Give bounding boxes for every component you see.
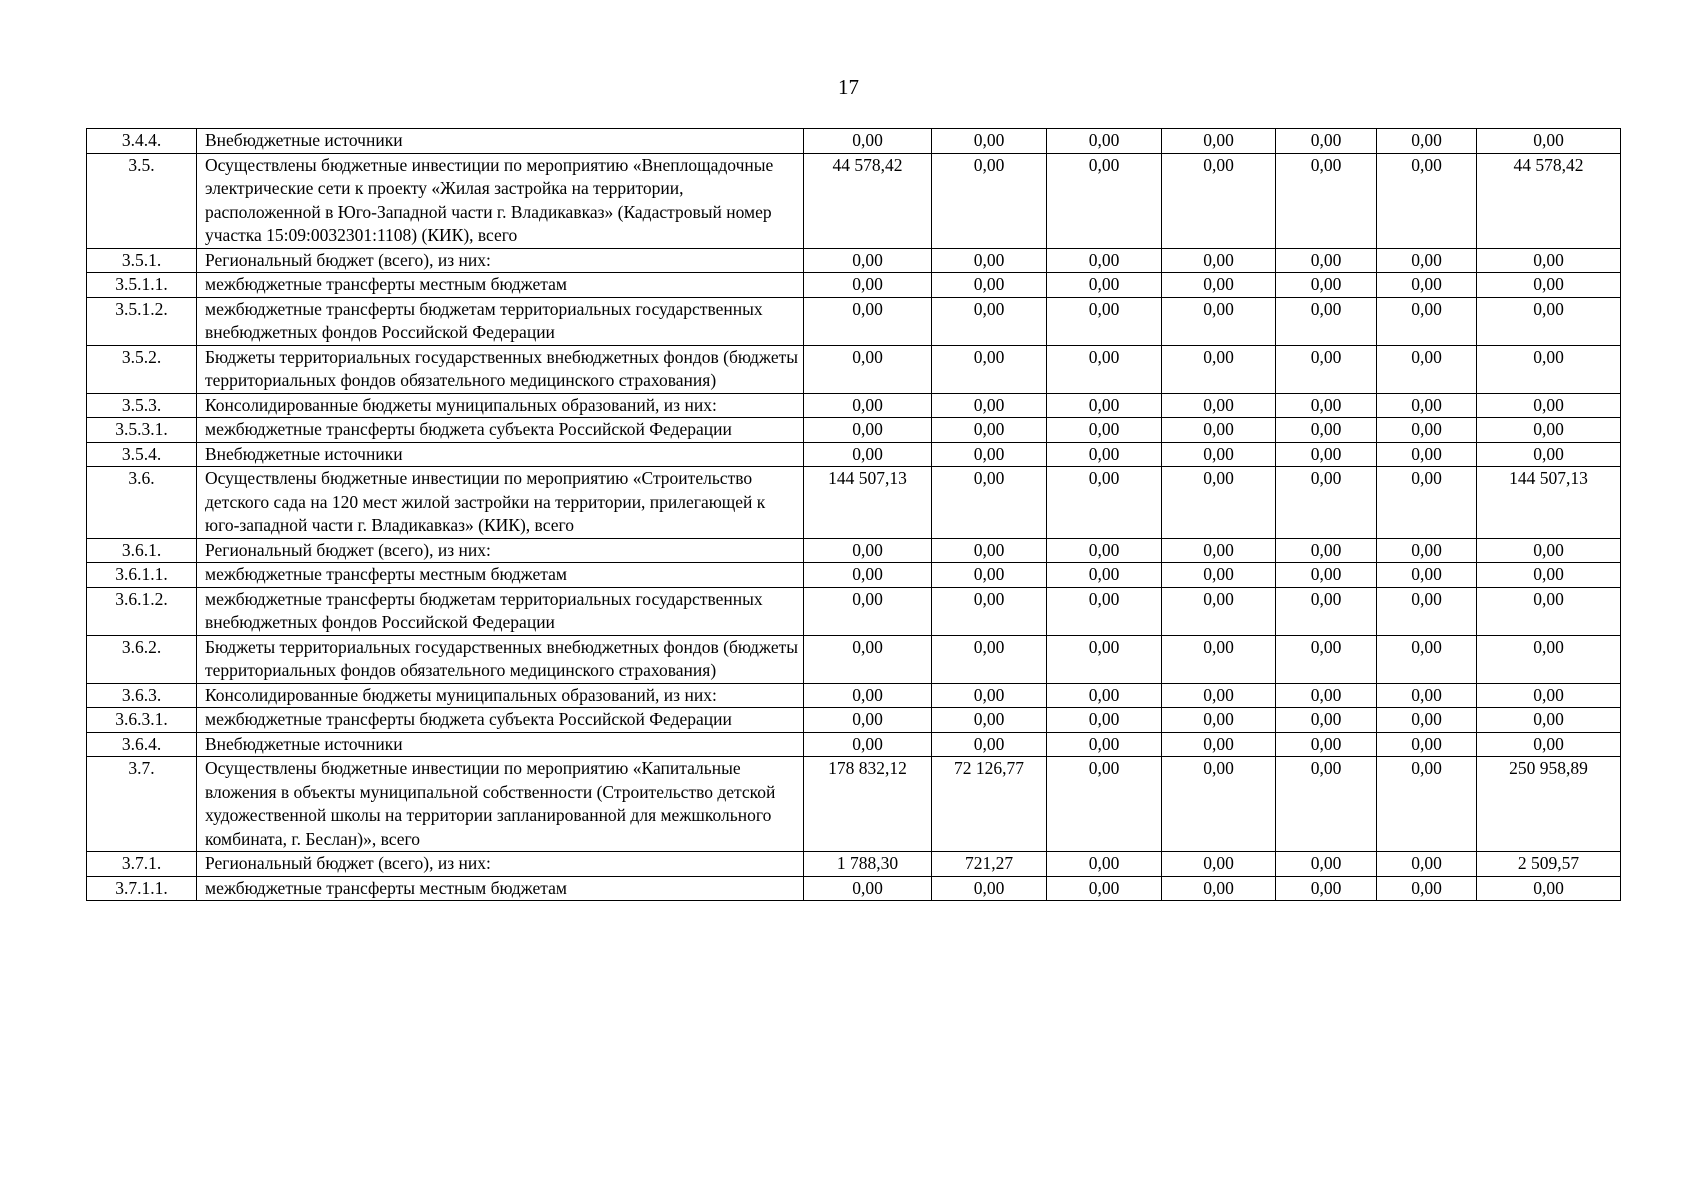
table-row — [87, 153, 1621, 248]
row-value-cell: 0,00 — [1276, 876, 1377, 901]
row-value-cell: 0,00 — [1047, 418, 1162, 443]
row-value-cell: 0,00 — [932, 732, 1047, 757]
table-row — [87, 129, 1621, 154]
row-value-cell: 0,00 — [1047, 876, 1162, 901]
row-value-cell: 0,00 — [1377, 442, 1477, 467]
row-value-cell: 0,00 — [1162, 538, 1276, 563]
row-value-cell: 0,00 — [1276, 129, 1377, 154]
row-value-cell: 0,00 — [932, 538, 1047, 563]
table-row — [87, 538, 1621, 563]
row-value-cell: 0,00 — [932, 683, 1047, 708]
row-value-cell: 72 126,77 — [932, 757, 1047, 852]
row-value-cell: 0,00 — [1162, 442, 1276, 467]
row-value-cell: 250 958,89 — [1477, 757, 1621, 852]
row-code-cell: 3.6.4. — [87, 732, 197, 757]
row-value-cell: 0,00 — [1477, 732, 1621, 757]
table-row — [87, 297, 1621, 345]
row-value-cell: 0,00 — [1477, 708, 1621, 733]
row-value-cell: 0,00 — [1162, 876, 1276, 901]
row-value-cell: 0,00 — [1377, 418, 1477, 443]
row-value-cell: 0,00 — [1377, 635, 1477, 683]
row-value-cell: 0,00 — [932, 345, 1047, 393]
table-row — [87, 345, 1621, 393]
row-value-cell: 0,00 — [804, 635, 932, 683]
row-code-cell: 3.6.1.2. — [87, 587, 197, 635]
row-value-cell: 0,00 — [1276, 732, 1377, 757]
table-row — [87, 467, 1621, 539]
row-code-cell: 3.7.1. — [87, 852, 197, 877]
row-value-cell: 44 578,42 — [804, 153, 932, 248]
row-value-cell: 0,00 — [1276, 297, 1377, 345]
row-description-cell: межбюджетные трансферты местным бюджетам — [197, 273, 804, 298]
row-description-cell: Внебюджетные источники — [197, 129, 804, 154]
row-value-cell: 0,00 — [1377, 153, 1477, 248]
row-value-cell: 0,00 — [1047, 708, 1162, 733]
row-value-cell: 0,00 — [1047, 345, 1162, 393]
table-row — [87, 635, 1621, 683]
row-value-cell: 0,00 — [1477, 538, 1621, 563]
table-row — [87, 683, 1621, 708]
row-description-cell: Консолидированные бюджеты муниципальных образований, из них: — [197, 393, 804, 418]
row-value-cell: 0,00 — [804, 563, 932, 588]
row-value-cell: 0,00 — [1477, 876, 1621, 901]
row-value-cell: 44 578,42 — [1477, 153, 1621, 248]
row-value-cell: 2 509,57 — [1477, 852, 1621, 877]
row-value-cell: 0,00 — [804, 345, 932, 393]
row-value-cell: 0,00 — [1047, 273, 1162, 298]
table-row — [87, 876, 1621, 901]
row-value-cell: 0,00 — [1162, 153, 1276, 248]
row-value-cell: 0,00 — [1162, 393, 1276, 418]
table-row — [87, 393, 1621, 418]
budget-table-body — [87, 129, 1621, 901]
row-value-cell: 0,00 — [1276, 587, 1377, 635]
row-description-cell: Внебюджетные источники — [197, 732, 804, 757]
row-value-cell: 0,00 — [1477, 248, 1621, 273]
row-code-cell: 3.4.4. — [87, 129, 197, 154]
row-value-cell: 0,00 — [1276, 683, 1377, 708]
row-value-cell: 0,00 — [1477, 442, 1621, 467]
row-value-cell: 0,00 — [932, 635, 1047, 683]
row-value-cell: 0,00 — [1477, 345, 1621, 393]
row-value-cell: 0,00 — [1377, 393, 1477, 418]
row-code-cell: 3.7.1.1. — [87, 876, 197, 901]
row-value-cell: 0,00 — [1047, 129, 1162, 154]
row-description-cell: Осуществлены бюджетные инвестиции по мероприятию «Строительство детского сада на 120 мест жилой застройки на территории, прилегающей к юго-западной части г. Владикавказ» (КИК), всего — [197, 467, 804, 539]
row-value-cell: 0,00 — [1047, 153, 1162, 248]
row-value-cell: 0,00 — [1047, 538, 1162, 563]
row-value-cell: 0,00 — [804, 538, 932, 563]
row-value-cell: 0,00 — [1047, 587, 1162, 635]
row-value-cell: 0,00 — [804, 297, 932, 345]
row-value-cell: 0,00 — [1047, 757, 1162, 852]
row-value-cell: 0,00 — [1276, 708, 1377, 733]
row-code-cell: 3.6.1. — [87, 538, 197, 563]
row-value-cell: 0,00 — [1162, 248, 1276, 273]
row-value-cell: 0,00 — [1477, 297, 1621, 345]
row-value-cell: 0,00 — [1047, 248, 1162, 273]
row-value-cell: 0,00 — [1047, 297, 1162, 345]
row-value-cell: 0,00 — [932, 442, 1047, 467]
row-value-cell: 144 507,13 — [804, 467, 932, 539]
row-value-cell: 0,00 — [1162, 273, 1276, 298]
row-value-cell: 0,00 — [1377, 587, 1477, 635]
row-value-cell: 0,00 — [1276, 248, 1377, 273]
row-value-cell: 0,00 — [1477, 273, 1621, 298]
row-value-cell: 0,00 — [804, 876, 932, 901]
row-value-cell: 0,00 — [1477, 683, 1621, 708]
row-description-cell: Осуществлены бюджетные инвестиции по мероприятию «Капитальные вложения в объекты муниципальной собственности (Строительство детской художественной школы на территории запланированной для межшкольного комбината, г. Беслан)», всего — [197, 757, 804, 852]
table-row — [87, 563, 1621, 588]
row-value-cell: 721,27 — [932, 852, 1047, 877]
row-value-cell: 0,00 — [1162, 467, 1276, 539]
row-value-cell: 0,00 — [1162, 297, 1276, 345]
row-value-cell: 0,00 — [1477, 563, 1621, 588]
row-value-cell: 0,00 — [932, 153, 1047, 248]
row-description-cell: Бюджеты территориальных государственных внебюджетных фондов (бюджеты территориальных фондов обязательного медицинского страхования) — [197, 345, 804, 393]
row-value-cell: 0,00 — [1162, 757, 1276, 852]
row-value-cell: 0,00 — [804, 129, 932, 154]
row-code-cell: 3.6. — [87, 467, 197, 539]
row-code-cell: 3.5.1.1. — [87, 273, 197, 298]
page-number: 17 — [838, 75, 859, 99]
row-value-cell: 0,00 — [804, 708, 932, 733]
row-value-cell: 0,00 — [932, 876, 1047, 901]
row-value-cell: 0,00 — [932, 467, 1047, 539]
table-row — [87, 852, 1621, 877]
row-value-cell: 0,00 — [1047, 467, 1162, 539]
row-value-cell: 0,00 — [932, 418, 1047, 443]
row-value-cell: 0,00 — [1276, 852, 1377, 877]
row-value-cell: 0,00 — [1276, 635, 1377, 683]
row-value-cell: 0,00 — [804, 248, 932, 273]
row-value-cell: 0,00 — [1162, 563, 1276, 588]
row-value-cell: 0,00 — [1276, 467, 1377, 539]
row-value-cell: 0,00 — [1162, 708, 1276, 733]
row-value-cell: 0,00 — [932, 248, 1047, 273]
table-row — [87, 248, 1621, 273]
row-value-cell: 0,00 — [1276, 393, 1377, 418]
row-value-cell: 0,00 — [804, 393, 932, 418]
row-value-cell: 0,00 — [1276, 563, 1377, 588]
row-value-cell: 0,00 — [1276, 345, 1377, 393]
row-code-cell: 3.6.3.1. — [87, 708, 197, 733]
row-value-cell: 0,00 — [932, 587, 1047, 635]
row-value-cell: 0,00 — [1047, 635, 1162, 683]
row-value-cell: 0,00 — [1162, 732, 1276, 757]
row-code-cell: 3.6.3. — [87, 683, 197, 708]
row-value-cell: 0,00 — [1047, 563, 1162, 588]
row-value-cell: 0,00 — [804, 442, 932, 467]
row-value-cell: 0,00 — [1377, 563, 1477, 588]
row-value-cell: 0,00 — [1377, 757, 1477, 852]
row-value-cell: 0,00 — [1276, 153, 1377, 248]
row-description-cell: Бюджеты территориальных государственных внебюджетных фондов (бюджеты территориальных фондов обязательного медицинского страхования) — [197, 635, 804, 683]
row-value-cell: 0,00 — [804, 587, 932, 635]
row-description-cell: Региональный бюджет (всего), из них: — [197, 248, 804, 273]
row-description-cell: Консолидированные бюджеты муниципальных образований, из них: — [197, 683, 804, 708]
row-value-cell: 0,00 — [1377, 708, 1477, 733]
row-description-cell: Региональный бюджет (всего), из них: — [197, 538, 804, 563]
row-code-cell: 3.6.1.1. — [87, 563, 197, 588]
row-value-cell: 0,00 — [932, 708, 1047, 733]
row-description-cell: межбюджетные трансферты бюджета субъекта Российской Федерации — [197, 418, 804, 443]
row-value-cell: 0,00 — [1162, 852, 1276, 877]
row-value-cell: 0,00 — [1377, 129, 1477, 154]
row-value-cell: 0,00 — [1162, 635, 1276, 683]
row-description-cell: межбюджетные трансферты бюджета субъекта Российской Федерации — [197, 708, 804, 733]
row-value-cell: 0,00 — [1276, 442, 1377, 467]
row-value-cell: 0,00 — [1162, 587, 1276, 635]
table-row — [87, 442, 1621, 467]
row-value-cell: 178 832,12 — [804, 757, 932, 852]
row-description-cell: межбюджетные трансферты местным бюджетам — [197, 876, 804, 901]
row-value-cell: 0,00 — [1276, 418, 1377, 443]
row-value-cell: 0,00 — [1477, 418, 1621, 443]
row-value-cell: 0,00 — [804, 418, 932, 443]
row-value-cell: 0,00 — [1377, 876, 1477, 901]
row-value-cell: 0,00 — [1047, 683, 1162, 708]
row-value-cell: 0,00 — [1477, 129, 1621, 154]
row-value-cell: 0,00 — [1047, 732, 1162, 757]
row-value-cell: 0,00 — [1377, 538, 1477, 563]
row-value-cell: 0,00 — [1377, 248, 1477, 273]
row-value-cell: 0,00 — [1377, 732, 1477, 757]
row-value-cell: 0,00 — [1276, 273, 1377, 298]
row-value-cell: 0,00 — [1477, 587, 1621, 635]
table-row — [87, 708, 1621, 733]
row-code-cell: 3.6.2. — [87, 635, 197, 683]
row-code-cell: 3.5.2. — [87, 345, 197, 393]
row-code-cell: 3.5.1.2. — [87, 297, 197, 345]
row-value-cell: 0,00 — [1047, 442, 1162, 467]
table-row — [87, 273, 1621, 298]
row-value-cell: 0,00 — [1377, 467, 1477, 539]
row-value-cell: 0,00 — [932, 393, 1047, 418]
table-row — [87, 732, 1621, 757]
budget-table — [86, 128, 1621, 901]
row-value-cell: 0,00 — [1377, 852, 1477, 877]
row-code-cell: 3.5. — [87, 153, 197, 248]
row-value-cell: 0,00 — [932, 563, 1047, 588]
row-description-cell: межбюджетные трансферты бюджетам территориальных государственных внебюджетных фондов Российской Федерации — [197, 297, 804, 345]
row-description-cell: Внебюджетные источники — [197, 442, 804, 467]
row-value-cell: 0,00 — [1377, 273, 1477, 298]
table-row — [87, 418, 1621, 443]
row-value-cell: 0,00 — [804, 683, 932, 708]
row-code-cell: 3.5.1. — [87, 248, 197, 273]
row-value-cell: 0,00 — [1477, 635, 1621, 683]
row-value-cell: 0,00 — [1377, 683, 1477, 708]
row-value-cell: 0,00 — [1047, 852, 1162, 877]
row-value-cell: 0,00 — [932, 129, 1047, 154]
row-value-cell: 1 788,30 — [804, 852, 932, 877]
row-value-cell: 0,00 — [1162, 129, 1276, 154]
table-row — [87, 757, 1621, 852]
row-value-cell: 0,00 — [1477, 393, 1621, 418]
row-value-cell: 0,00 — [1162, 418, 1276, 443]
row-value-cell: 144 507,13 — [1477, 467, 1621, 539]
row-value-cell: 0,00 — [1377, 297, 1477, 345]
row-value-cell: 0,00 — [1162, 683, 1276, 708]
row-description-cell: Осуществлены бюджетные инвестиции по мероприятию «Внеплощадочные электрические сети к проекту «Жилая застройка на территории, расположенной в Юго-Западной части г. Владикавказ» (Кадастровый номер участка 15:09:0032301:1108) (КИК), всего — [197, 153, 804, 248]
row-code-cell: 3.5.3.1. — [87, 418, 197, 443]
table-row — [87, 587, 1621, 635]
row-value-cell: 0,00 — [1276, 757, 1377, 852]
row-value-cell: 0,00 — [932, 273, 1047, 298]
row-value-cell: 0,00 — [1047, 393, 1162, 418]
row-value-cell: 0,00 — [932, 297, 1047, 345]
row-value-cell: 0,00 — [1377, 345, 1477, 393]
row-description-cell: Региональный бюджет (всего), из них: — [197, 852, 804, 877]
row-code-cell: 3.5.4. — [87, 442, 197, 467]
row-description-cell: межбюджетные трансферты местным бюджетам — [197, 563, 804, 588]
row-code-cell: 3.5.3. — [87, 393, 197, 418]
row-description-cell: межбюджетные трансферты бюджетам территориальных государственных внебюджетных фондов Российской Федерации — [197, 587, 804, 635]
row-code-cell: 3.7. — [87, 757, 197, 852]
row-value-cell: 0,00 — [804, 732, 932, 757]
row-value-cell: 0,00 — [804, 273, 932, 298]
row-value-cell: 0,00 — [1276, 538, 1377, 563]
row-value-cell: 0,00 — [1162, 345, 1276, 393]
